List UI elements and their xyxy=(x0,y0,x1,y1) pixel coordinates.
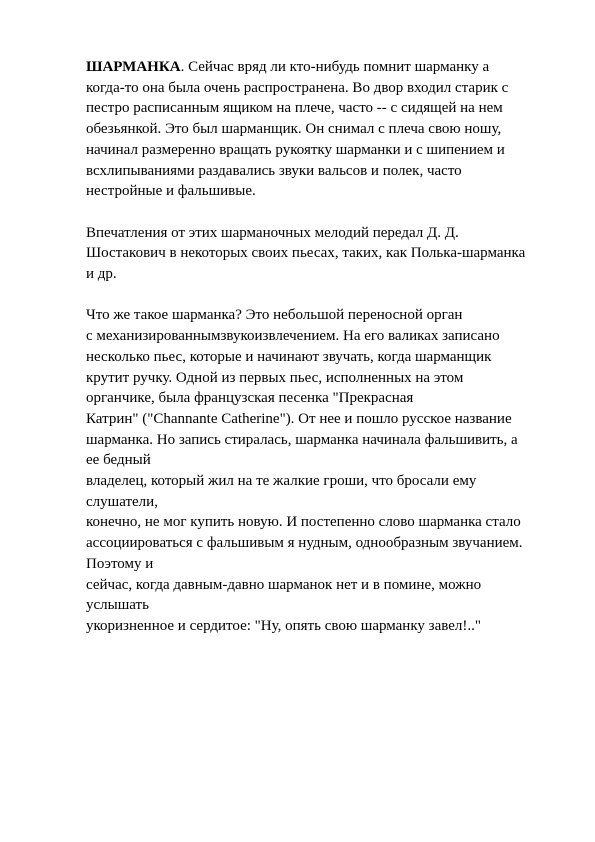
text-line: ассоциироваться с фальшивым я нудным, однообразным звучанием. xyxy=(86,535,523,552)
text-line: и др. xyxy=(86,266,117,283)
document-body xyxy=(86,57,566,637)
paragraph-3 xyxy=(86,305,566,636)
text-fragment: . Сейчас вряд ли кто-нибудь помнит шарманку а xyxy=(180,59,490,75)
paragraph-spacer xyxy=(86,202,566,223)
text-line: когда-то она была очень распространена. Во двор входил старик с xyxy=(86,79,509,96)
text-line: слушатели, xyxy=(86,493,158,510)
text-line: пестро расписанным ящиком на плече, часто -- с сидящей на нем xyxy=(86,100,503,117)
text-line: несколько пьес, которые и начинают звучать, когда шарманщик xyxy=(86,348,492,365)
text-line: начинал размеренно вращать рукоятку шарманки и с шипением и xyxy=(86,141,505,158)
text-line: Поэтому и xyxy=(86,555,154,572)
text-line: крутит ручку. Одной из первых пьес, исполненных на этом xyxy=(86,369,464,386)
text-line xyxy=(86,57,566,78)
text-line: шарманка. Но запись стиралась, шарманка начинала фальшивить, а xyxy=(86,431,518,448)
text-line: Что же такое шарманка? Это небольшой переносной орган xyxy=(86,307,463,324)
text-line: обезьянкой. Это был шарманщик. Он снимал с плеча свою ношу, xyxy=(86,121,502,138)
paragraph-1 xyxy=(86,57,566,202)
text-line: Впечатления от этих шарманочных мелодий передал Д. Д. xyxy=(86,224,459,241)
text-line: укоризненное и сердитое: "Ну, опять свою шарманку завел!.." xyxy=(86,617,482,634)
text-line: Катрин" ("Channante Catherine"). От нее и пошло русское название xyxy=(86,410,512,427)
text-line: конечно, не мог купить новую. И постепенно слово шарманка стало xyxy=(86,514,521,531)
text-line: органчике, была французская песенка "Прекрасная xyxy=(86,390,414,407)
paragraph-2 xyxy=(86,223,566,285)
text-line: услышать xyxy=(86,597,149,614)
text-line: всхлипываниями раздавались звуки вальсов и полек, часто xyxy=(86,162,462,179)
text-line: Шостакович в некоторых своих пьесах, таких, как Полька-шарманка xyxy=(86,245,526,262)
text-line: нестройные и фальшивые. xyxy=(86,183,256,200)
paragraph-spacer xyxy=(86,285,566,306)
text-line: владелец, который жил на те жалкие гроши, что бросали ему xyxy=(86,473,477,490)
text-line: ее бедный xyxy=(86,452,151,469)
text-line: сейчас, когда давным-давно шарманок нет и в помине, можно xyxy=(86,576,482,593)
heading-word: ШАРМАНКА xyxy=(86,59,181,75)
text-line: с механизированнымзвукоизвлечением. На его валиках записано xyxy=(86,328,500,345)
